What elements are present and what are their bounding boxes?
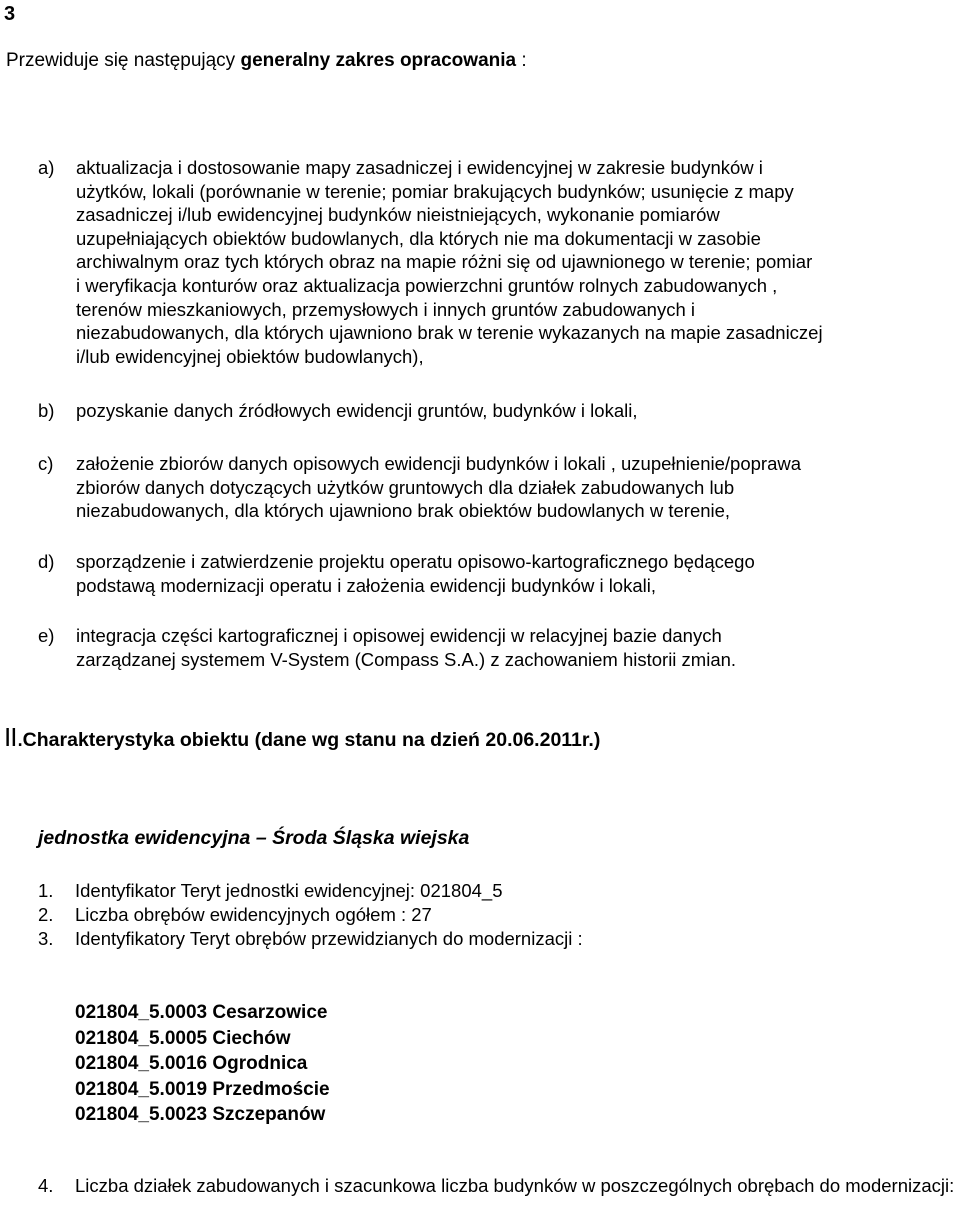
scope-item-body [76, 399, 956, 423]
page-number: 3 [4, 3, 16, 25]
scope-line: i/lub ewidencyjnej obiektów budowlanych), [76, 345, 424, 367]
scope-line: zbiorów danych dotyczących użytków gruntowych dla działek zabudowanych lub [76, 476, 735, 498]
scope-line: niezabudowanych, dla których ujawniono brak w terenie wykazanych na mapie zasadniczej [76, 322, 823, 344]
scope-item-body [76, 550, 956, 597]
scope-line: terenów mieszkaniowych, przemysłowych i innych gruntów zabudowanych i [76, 298, 696, 320]
item-number: 2. [38, 904, 54, 925]
scope-line: archiwalnym oraz tych których obraz na mapie różni się od ujawnionego w terenie; pomiar [76, 251, 813, 273]
unit-heading: jednostka ewidencyjna – Środa Śląska wiejska [38, 827, 470, 849]
scope-item-letter: e) [38, 625, 55, 646]
scope-item-body [76, 156, 956, 368]
scope-line: aktualizacja i dostosowanie mapy zasadniczej i ewidencyjnej w zakresie budynków i [76, 157, 763, 178]
scope-line: i weryfikacja konturów oraz aktualizacja powierzchni gruntów rolnych zabudowanych , [76, 274, 778, 296]
scope-line: założenie zbiorów danych opisowych ewidencji budynków i lokali , uzupełnienie/poprawa [76, 453, 802, 474]
scope-item-body [76, 624, 956, 671]
item-text: Identyfikatory Teryt obrębów przewidzianych do modernizacji : [75, 928, 583, 949]
item-number: 1. [38, 880, 54, 901]
scope-line: zarządzanej systemem V-System (Compass S.A.) z zachowaniem historii zmian. [76, 648, 737, 670]
precinct-item: 021804_5.0023 Szczepanów [75, 1104, 326, 1125]
item-number: 4. [38, 1175, 54, 1196]
precinct-item: 021804_5.0016 Ogrodnica [75, 1053, 308, 1074]
item-text: Identyfikator Teryt jednostki ewidencyjnej: 021804_5 [75, 880, 503, 901]
precinct-list [75, 1000, 330, 1128]
scope-item-letter: d) [38, 551, 55, 572]
precinct-item: 021804_5.0005 Ciechów [75, 1027, 291, 1049]
scope-item-letter: a) [38, 157, 55, 178]
intro-bold-phrase: generalny zakres opracowania [240, 50, 517, 71]
intro-paragraph [6, 49, 527, 73]
scope-line: podstawą modernizacji operatu i założenia ewidencji budynków i lokali, [76, 574, 656, 596]
precinct-item: 021804_5.0003 Cesarzowice [75, 1002, 328, 1023]
scope-line: niezabudowanych, dla których ujawniono brak obiektów budowlanych w terenie, [76, 500, 731, 522]
scope-line: zasadniczej i/lub ewidencyjnej budynków nieistniejących, wykonanie pomiarów [76, 204, 720, 226]
scope-line: pozyskanie danych źródłowych ewidencji gruntów, budynków i lokali, [76, 400, 638, 421]
scope-item-letter: b) [38, 400, 55, 421]
item-text: Liczba obrębów ewidencyjnych ogółem : 27 [75, 904, 432, 925]
scope-item-letter: c) [38, 453, 54, 474]
scope-line: integracja części kartograficznej i opisowej ewidencji w relacyjnej bazie danych [76, 625, 722, 646]
section-roman-numeral: II. [4, 722, 23, 752]
precinct-item: 021804_5.0019 Przedmoście [75, 1078, 330, 1100]
item-number: 3. [38, 928, 54, 949]
section-heading [4, 723, 600, 754]
scope-item-body [76, 452, 956, 523]
item-text: Liczba działek zabudowanych i szacunkowa liczba budynków w poszczególnych obrębach do modernizacji: [75, 1175, 955, 1196]
scope-line: użytków, lokali (porównanie w terenie; pomiar brakujących budynków; usunięcie z mapy [76, 180, 794, 202]
intro-suffix: : [516, 50, 527, 71]
scope-line: uzupełniających obiektów budowlanych, dla których nie ma dokumentacji w zasobie [76, 227, 761, 249]
scope-line: sporządzenie i zatwierdzenie projektu operatu opisowo-kartograficznego będącego [76, 551, 755, 572]
intro-prefix: Przewiduje się następujący [6, 50, 241, 71]
section-title: Charakterystyka obiektu (dane wg stanu na dzień 20.06.2011r.) [22, 729, 601, 751]
